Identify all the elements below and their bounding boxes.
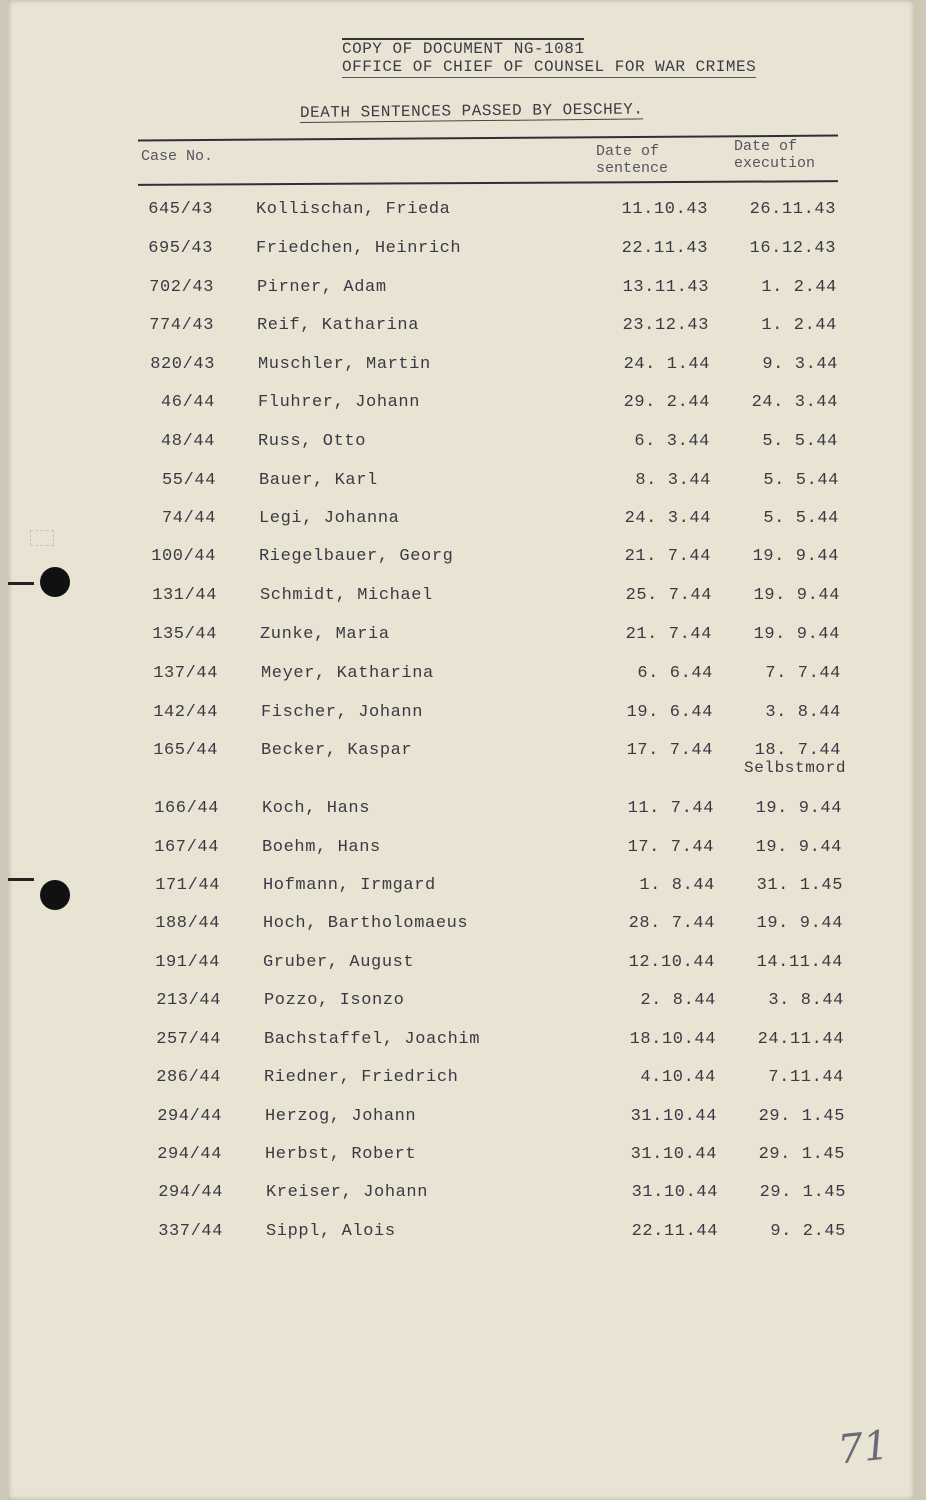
person-name: Sippl, Alois [266, 1222, 396, 1241]
case-number: 294/44 [157, 1145, 222, 1164]
person-name: Pirner, Adam [257, 278, 387, 297]
column-header-execution-line2: execution [734, 155, 816, 172]
case-number: 213/44 [156, 991, 221, 1010]
column-header-execution [734, 138, 815, 172]
document-header [342, 38, 756, 78]
case-number: 166/44 [154, 799, 219, 818]
person-name: Gruber, August [263, 953, 415, 972]
execution-date: 31. 1.45 [756, 876, 843, 895]
table-row [8, 471, 914, 493]
table-row [8, 1107, 914, 1129]
case-number: 48/44 [160, 432, 215, 451]
person-name: Zunke, Maria [260, 625, 390, 644]
person-name: Herbst, Robert [265, 1145, 417, 1164]
case-number: 55/44 [161, 471, 216, 490]
table-row [8, 239, 914, 261]
execution-date: 18. 7.44 [754, 741, 841, 760]
person-name: Koch, Hans [262, 799, 371, 818]
person-name: Fischer, Johann [261, 703, 424, 722]
person-name: Kreiser, Johann [266, 1183, 429, 1202]
sentence-date: 2. 8.44 [640, 991, 716, 1010]
execution-date: 5. 5.44 [762, 432, 838, 451]
person-name: Legi, Johanna [259, 509, 400, 528]
table-row [8, 1222, 914, 1244]
sentence-date: 13.11.43 [622, 278, 709, 297]
case-number: 100/44 [151, 547, 216, 566]
table-row [8, 953, 914, 975]
header-line-2: OFFICE OF CHIEF OF COUNSEL FOR WAR CRIMES [342, 58, 757, 76]
case-number: 188/44 [155, 914, 220, 933]
column-header-sentence [596, 143, 668, 177]
header-line-1: COPY OF DOCUMENT NG-1081 [342, 40, 585, 58]
table-row [8, 625, 914, 647]
column-header-sentence-line1: Date of [596, 143, 660, 160]
table-row [8, 509, 914, 531]
execution-date: 19. 9.44 [753, 586, 840, 605]
person-name: Russ, Otto [258, 432, 367, 451]
sentence-date: 8. 3.44 [635, 471, 711, 490]
person-name: Herzog, Johann [265, 1107, 417, 1126]
execution-date: 19. 9.44 [755, 838, 842, 857]
execution-date: 19. 9.44 [755, 799, 842, 818]
table-row [8, 316, 914, 338]
case-number: 294/44 [157, 1107, 222, 1126]
sentence-date: 31.10.44 [630, 1145, 717, 1164]
binder-tab [8, 582, 34, 585]
case-number: 167/44 [154, 838, 219, 857]
person-name: Riegelbauer, Georg [259, 547, 454, 566]
sentence-date: 12.10.44 [628, 953, 715, 972]
sentence-date: 11.10.43 [621, 200, 708, 219]
table-header-rule [138, 180, 838, 186]
table-row [8, 1183, 914, 1205]
page-number: 71 [835, 1422, 892, 1474]
table-row [8, 664, 914, 686]
table-row [8, 1030, 914, 1052]
sentence-date: 4.10.44 [640, 1068, 716, 1087]
execution-date: 29. 1.45 [758, 1107, 845, 1126]
sentence-date: 29. 2.44 [623, 393, 710, 412]
person-name: Hoch, Bartholomaeus [263, 914, 469, 933]
execution-date: 19. 9.44 [752, 547, 839, 566]
sentence-date: 31.10.44 [631, 1183, 718, 1202]
case-number: 171/44 [155, 876, 220, 895]
execution-date: 24.11.44 [757, 1030, 844, 1049]
sentence-date: 19. 6.44 [626, 703, 713, 722]
person-name: Riedner, Friedrich [264, 1068, 459, 1087]
column-header-case: Case No. [141, 148, 214, 165]
table-row [8, 200, 914, 222]
document-title: DEATH SENTENCES PASSED BY OESCHEY. [299, 100, 644, 122]
execution-date: 9. 3.44 [762, 355, 838, 374]
execution-date: 7. 7.44 [765, 664, 841, 683]
execution-date: 1. 2.44 [761, 278, 837, 297]
table-row [8, 355, 914, 377]
execution-note: Selbstmord [744, 759, 847, 777]
execution-date: 7.11.44 [768, 1068, 844, 1087]
table-row [8, 703, 914, 725]
case-number: 286/44 [156, 1068, 221, 1087]
person-name: Hofmann, Irmgard [263, 876, 436, 895]
sentence-date: 22.11.44 [631, 1222, 718, 1241]
sentence-date: 31.10.44 [630, 1107, 717, 1126]
sentence-date: 25. 7.44 [625, 586, 712, 605]
column-header-sentence-line2: sentence [596, 160, 669, 177]
sentence-date: 18.10.44 [629, 1030, 716, 1049]
case-number: 774/43 [149, 316, 214, 335]
execution-date: 19. 9.44 [756, 914, 843, 933]
case-number: 257/44 [156, 1030, 221, 1049]
table-row [8, 876, 914, 898]
execution-date: 14.11.44 [756, 953, 843, 972]
table-row [8, 741, 914, 777]
table-row [8, 914, 914, 936]
sentence-date: 21. 7.44 [624, 547, 711, 566]
case-number: 135/44 [152, 625, 217, 644]
case-number: 74/44 [161, 509, 216, 528]
execution-date: 1. 2.44 [761, 316, 837, 335]
case-number: 142/44 [153, 703, 218, 722]
table-row [8, 586, 914, 608]
execution-date: 29. 1.45 [759, 1183, 846, 1202]
case-number: 645/43 [148, 200, 213, 219]
case-number: 820/43 [150, 355, 215, 374]
sentence-date: 6. 3.44 [634, 432, 710, 451]
person-name: Bachstaffel, Joachim [264, 1030, 481, 1049]
sentence-date: 28. 7.44 [628, 914, 715, 933]
paper-smudge [30, 530, 54, 546]
table-row [8, 547, 914, 569]
table-row [8, 991, 914, 1013]
table-row [8, 432, 914, 454]
sentence-date: 1. 8.44 [639, 876, 715, 895]
table-row [8, 393, 914, 415]
case-number: 131/44 [152, 586, 217, 605]
sentence-date: 23.12.43 [622, 316, 709, 335]
sentence-date: 24. 3.44 [624, 509, 711, 528]
execution-date: 26.11.43 [749, 200, 836, 219]
sentence-date: 21. 7.44 [625, 625, 712, 644]
table-row [8, 1068, 914, 1090]
person-name: Meyer, Katharina [261, 664, 434, 683]
table-row [8, 838, 914, 860]
person-name: Boehm, Hans [262, 838, 381, 857]
execution-date: 5. 5.44 [763, 509, 839, 528]
execution-date: 3. 8.44 [768, 991, 844, 1010]
case-number: 695/43 [148, 239, 213, 258]
person-name: Bauer, Karl [259, 471, 378, 490]
execution-date: 3. 8.44 [765, 703, 841, 722]
sentence-date: 22.11.43 [621, 239, 708, 258]
person-name: Muschler, Martin [258, 355, 431, 374]
sentence-date: 24. 1.44 [623, 355, 710, 374]
sentence-date: 17. 7.44 [626, 741, 713, 760]
case-number: 137/44 [153, 664, 218, 683]
table-row [8, 1145, 914, 1167]
execution-date: 24. 3.44 [751, 393, 838, 412]
sentence-date: 11. 7.44 [627, 799, 714, 818]
sentence-date: 17. 7.44 [627, 838, 714, 857]
execution-date: 19. 9.44 [753, 625, 840, 644]
document-page [8, 0, 914, 1500]
sentence-date: 6. 6.44 [637, 664, 713, 683]
case-number: 337/44 [158, 1222, 223, 1241]
person-name: Becker, Kaspar [261, 741, 413, 760]
execution-date: 9. 2.45 [770, 1222, 846, 1241]
execution-date: 29. 1.45 [758, 1145, 845, 1164]
table-row [8, 799, 914, 821]
case-number: 165/44 [153, 741, 218, 760]
table-top-rule [138, 135, 838, 142]
column-header-execution-line1: Date of [734, 138, 798, 155]
execution-date: 5. 5.44 [763, 471, 839, 490]
person-name: Pozzo, Isonzo [264, 991, 405, 1010]
person-name: Fluhrer, Johann [258, 393, 421, 412]
table-row [8, 278, 914, 300]
person-name: Reif, Katharina [257, 316, 420, 335]
case-number: 191/44 [155, 953, 220, 972]
person-name: Kollischan, Frieda [256, 200, 451, 219]
person-name: Schmidt, Michael [260, 586, 433, 605]
case-number: 702/43 [149, 278, 214, 297]
person-name: Friedchen, Heinrich [256, 239, 462, 258]
case-number: 294/44 [158, 1183, 223, 1202]
execution-date: 16.12.43 [749, 239, 836, 258]
case-number: 46/44 [160, 393, 215, 412]
